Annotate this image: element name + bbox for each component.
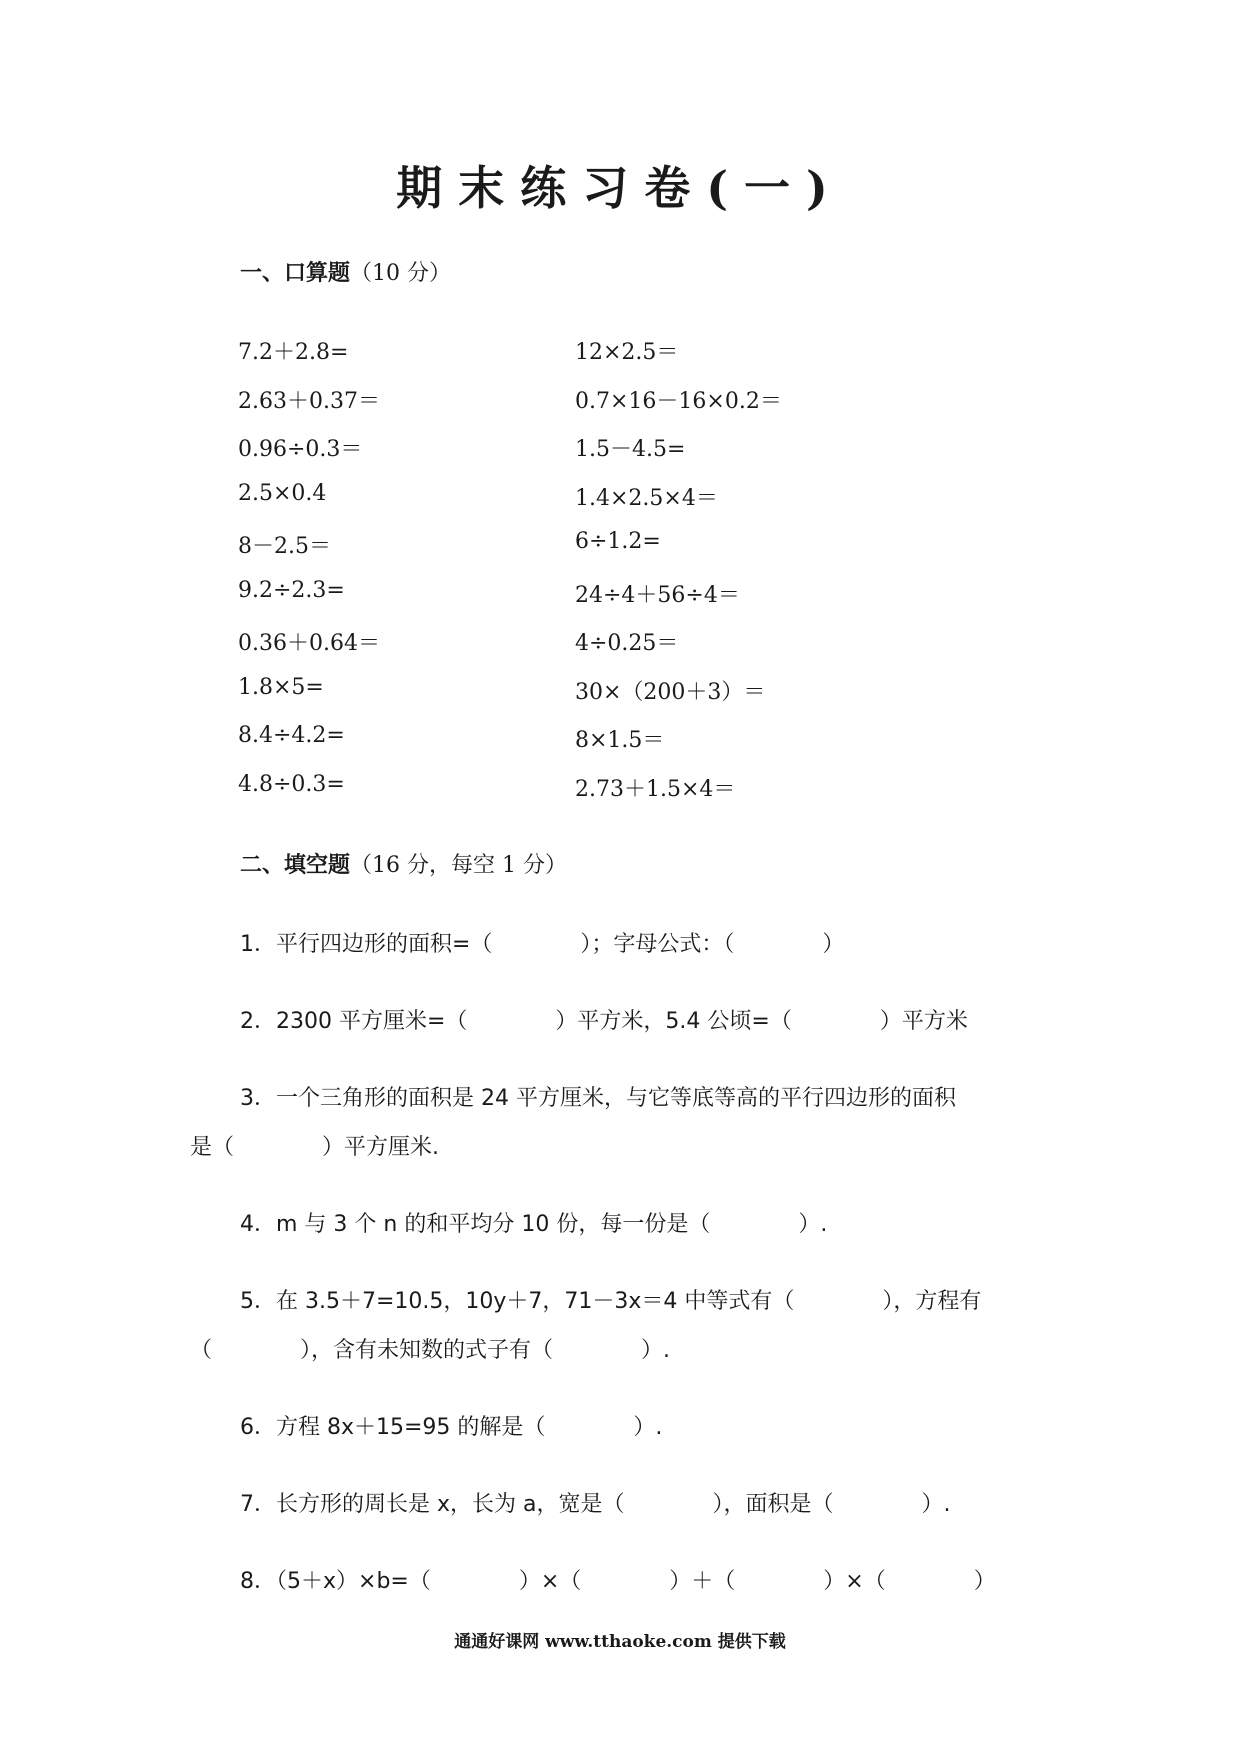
calc-left-6: 9.2÷2.3= — [238, 578, 345, 603]
calc-left-2: 2.63＋0.37＝ — [238, 389, 380, 414]
calc-right-8: 30×（200＋3）＝ — [575, 680, 766, 705]
calc-right-1: 12×2.5＝ — [575, 340, 679, 365]
calc-right-6: 24÷4＋56÷4＝ — [575, 583, 740, 608]
calc-left-1: 7.2＋2.8= — [238, 340, 349, 365]
calc-right-3: 1.5－4.5= — [575, 437, 686, 462]
question-5-line-2: （ ），含有未知数的式子有（ ）. — [190, 1338, 670, 1363]
calc-left-8: 1.8×5= — [238, 675, 324, 700]
calc-right-5: 6÷1.2= — [575, 529, 661, 554]
question-8: 8．（5＋x）×b=（ ）×（ ）＋（ ）×（ ） — [240, 1569, 996, 1594]
page-title: 期末练习卷(一) — [396, 161, 844, 215]
calc-left-9: 8.4÷4.2= — [238, 723, 345, 748]
section-1-title: 一、口算题 — [240, 260, 351, 286]
question-5-line-1: 5．在 3.5＋7=10.5，10y＋7，71－3x＝4 中等式有（ ），方程有 — [240, 1289, 982, 1314]
section-2-title: 二、填空题 — [240, 852, 351, 878]
calc-right-2: 0.7×16－16×0.2＝ — [575, 389, 782, 414]
section-1-heading — [240, 256, 451, 287]
section-1-score: （10 分） — [350, 261, 452, 286]
calc-left-10: 4.8÷0.3= — [238, 772, 345, 797]
calc-right-9: 8×1.5＝ — [575, 728, 665, 753]
calc-right-4: 1.4×2.5×4＝ — [575, 486, 718, 511]
question-2: 2．2300 平方厘米=（ ）平方米，5.4 公顷=（ ）平方米 — [240, 1009, 968, 1034]
calc-left-5: 8－2.5＝ — [238, 534, 331, 559]
calc-left-3: 0.96÷0.3＝ — [238, 437, 363, 462]
question-6: 6．方程 8x＋15=95 的解是（ ）. — [240, 1415, 663, 1440]
question-4: 4．m 与 3 个 n 的和平均分 10 份，每一份是（ ）. — [240, 1212, 828, 1237]
section-2-heading — [240, 848, 567, 879]
calc-left-7: 0.36＋0.64＝ — [238, 631, 380, 656]
question-3-line-2: 是（ ）平方厘米. — [190, 1135, 439, 1160]
calc-right-10: 2.73＋1.5×4＝ — [575, 777, 736, 802]
question-3-line-1: 3．一个三角形的面积是 24 平方厘米，与它等底等高的平行四边形的面积 — [240, 1086, 956, 1111]
section-2-score: （16 分，每空 1 分） — [350, 853, 567, 878]
footer-credit: 通通好课网 www.tthaoke.com 提供下载 — [454, 1632, 786, 1652]
question-7: 7．长方形的周长是 x，长为 a，宽是（ ），面积是（ ）. — [240, 1492, 951, 1517]
question-1: 1．平行四边形的面积=（ ）；字母公式：（ ） — [240, 932, 845, 957]
calc-left-4: 2.5×0.4 — [238, 481, 327, 506]
calc-right-7: 4÷0.25＝ — [575, 631, 679, 656]
